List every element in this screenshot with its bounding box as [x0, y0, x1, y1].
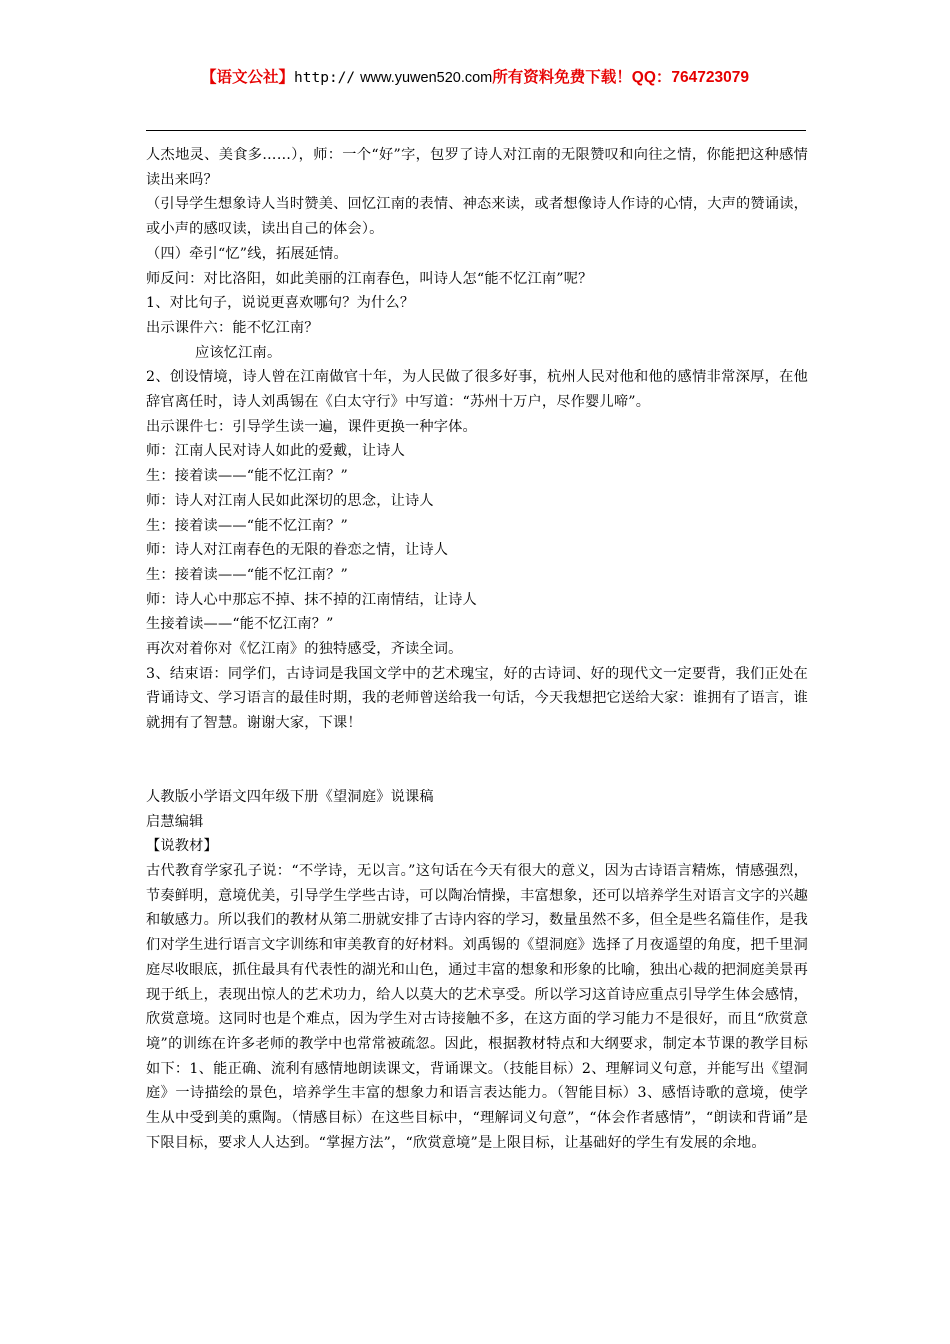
- paragraph: 古代教育学家孔子说：“不学诗，无以言。”这句话在今天有很大的意义，因为古诗语言精炼，情感强烈，节奏鲜明，意境优美，引导学生学些古诗，可以陶冶情操，丰富想象，还可以培养学生对语言文字的兴趣和敏感力。所以我们的教材从第二册就安排了古诗内容的学习，数量虽然不多，但全是些名篇佳作，是我们对学生进行语言文字训练和审美教育的好材料。刘禹锡的《望洞庭》选择了月夜遥望的角度，把千里洞庭尽收眼底，抓住最具有代表性的湖光和山色，通过丰富的想象和形象的比喻，独出心裁的把洞庭美景再现于纸上，表现出惊人的艺术功力，给人以莫大的艺术享受。所以学习这首诗应重点引导学生体会感情，欣赏意境。这同时也是个难点，因为学生对古诗接触不多，在这方面的学习能力不是很好，而且“欣赏意境”的训练在许多老师的教学中也常常被疏忽。因此，根据教材特点和大纲要求，制定本节课的教学目标如下：1、能正确、流利有感情地朗读课文，背诵课文。（技能目标）2、理解词义句意，并能写出《望洞庭》一诗描绘的景色，培养学生丰富的想象力和语言表达能力。（智能目标）3、感悟诗歌的意境，使学生从中受到美的熏陶。（情感目标）在这些目标中，“理解词义句意”，“体会作者感情”，“朗读和背诵”是下限目标，要求人人达到。“掌握方法”，“欣赏意境”是上限目标，让基础好的学生有发展的余地。: [146, 862, 808, 1151]
- paragraph: 出示课件七：引导学生读一遍，课件更换一种字体。: [146, 418, 477, 435]
- paragraph: 再次对着你对《忆江南》的独特感受，齐读全词。: [146, 641, 463, 658]
- dialogue-line: 师：诗人对江南春色的无限的眷恋之情，让诗人: [146, 542, 449, 559]
- document-title: 人教版小学语文四年级下册《望洞庭》说课稿: [146, 788, 434, 805]
- header-url-domain[interactable]: www.yuwen520.com: [360, 70, 493, 86]
- paragraph: 人杰地灵、美食多……），师：一个“好”字，包罗了诗人对江南的无限赞叹和向往之情，你能把这种感情读出来吗？: [146, 147, 808, 188]
- document-body: [146, 143, 808, 1155]
- header-divider: [146, 130, 806, 131]
- dialogue-line: 师：江南人民对诗人如此的爱戴，让诗人: [146, 443, 405, 460]
- page-header: [0, 66, 950, 89]
- header-qq: QQ：764723079: [631, 69, 749, 86]
- header-slogan: 所有资料免费下载！: [492, 68, 632, 86]
- header-brand: 【语文公社】: [201, 68, 295, 86]
- editor-line: 启慧编辑: [146, 813, 204, 830]
- paragraph: 2、创设情境，诗人曾在江南做官十年，为人民做了很多好事，杭州人民对他和他的感情非常深厚，在他辞官离任时，诗人刘禹锡在《白太守行》中写道：“苏州十万户，尽作婴儿啼”。: [146, 369, 808, 411]
- dialogue-line: 师：诗人心中那忘不掉、抹不掉的江南情结，让诗人: [146, 591, 477, 608]
- paragraph: 师反问：对比洛阳，如此美丽的江南春色，叫诗人怎“能不忆江南”呢？: [146, 270, 593, 287]
- header-url-scheme[interactable]: http://: [294, 70, 356, 86]
- paragraph: （引导学生想象诗人当时赞美、回忆江南的表情、神态来读，或者想像诗人作诗的心情，大声的赞诵读，或小声的感叹读，读出自己的体会）。: [146, 196, 808, 238]
- indented-line: 应该忆江南。: [195, 344, 282, 361]
- dialogue-line: 师：诗人对江南人民如此深切的思念，让诗人: [146, 492, 434, 509]
- blank-space: [146, 736, 808, 785]
- section-heading: （四）牵引“忆”线，拓展延情。: [146, 245, 348, 262]
- paragraph: 出示课件六：能不忆江南？: [146, 319, 319, 336]
- dialogue-line: 生：接着读——“能不忆江南？”: [146, 517, 348, 534]
- dialogue-line: 生：接着读——“能不忆江南？”: [146, 468, 348, 485]
- dialogue-line: 生：接着读——“能不忆江南？”: [146, 566, 348, 583]
- paragraph: 1、对比句子，说说更喜欢哪句？为什么？: [146, 295, 415, 312]
- paragraph: 3、结束语：同学们，古诗词是我国文学中的艺术瑰宝，好的古诗词、好的现代文一定要背，我们正处在背诵诗文、学习语言的最佳时期，我的老师曾送给我一句话，今天我想把它送给大家：谁拥有了语言，谁就拥有了智慧。谢谢大家，下课！: [146, 665, 808, 732]
- dialogue-line: 生接着读——“能不忆江南？”: [146, 616, 334, 633]
- section-heading: 【说教材】: [146, 838, 218, 855]
